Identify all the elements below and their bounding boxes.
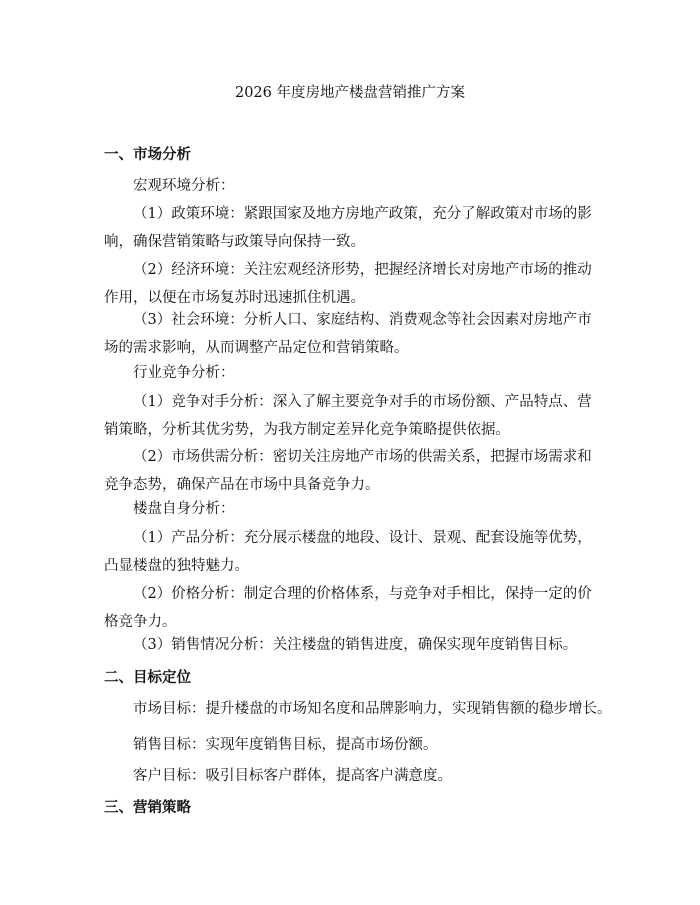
paragraph-industry-1: （1）竞争对手分析：深入了解主要竞争对手的市场份额、产品特点、营销策略，分析其优劣势，为我方制定差异化竞争策略提供依据。 bbox=[104, 394, 592, 438]
subheading-industry: 行业竞争分析： bbox=[133, 365, 235, 381]
paragraph-macro-2: （2）经济环境：关注宏观经济形势，把握经济增长对房地产市场的推动作用，以便在市场复苏时迅速抓住机遇。 bbox=[104, 262, 592, 306]
section-heading-strategy: 三、营销策略 bbox=[104, 800, 191, 816]
paragraph-macro-1: （1）政策环境：紧跟国家及地方房地产政策，充分了解政策对市场的影响，确保营销策略与政策导向保持一致。 bbox=[104, 206, 592, 250]
paragraph-self-1: （1）产品分析：充分展示楼盘的地段、设计、景观、配套设施等优势，凸显楼盘的独特魅力。 bbox=[104, 530, 592, 574]
target-sales: 销售目标：实现年度销售目标，提高市场份额。 bbox=[133, 737, 438, 753]
paragraph-self-2: （2）价格分析：制定合理的价格体系，与竞争对手相比，保持一定的价格竞争力。 bbox=[104, 586, 592, 630]
subheading-self: 楼盘自身分析： bbox=[133, 501, 235, 517]
section-heading-target: 二、目标定位 bbox=[104, 670, 191, 686]
target-market: 市场目标：提升楼盘的市场知名度和品牌影响力，实现销售额的稳步增长。 bbox=[133, 701, 612, 717]
section-heading-market-analysis: 一、市场分析 bbox=[104, 147, 191, 163]
subheading-macro: 宏观环境分析： bbox=[133, 178, 235, 194]
paragraph-macro-3: （3）社会环境：分析人口、家庭结构、消费观念等社会因素对房地产市场的需求影响，从而调整产品定位和营销策略。 bbox=[104, 312, 592, 356]
paragraph-industry-2: （2）市场供需分析：密切关注房地产市场的供需关系，把握市场需求和竞争态势，确保产品在市场中具备竞争力。 bbox=[104, 449, 592, 493]
document-title: 2026 年度房地产楼盘营销推广方案 bbox=[234, 85, 465, 101]
paragraph-self-3: （3）销售情况分析：关注楼盘的销售进度，确保实现年度销售目标。 bbox=[133, 637, 578, 653]
target-customer: 客户目标：吸引目标客户群体，提高客户满意度。 bbox=[133, 768, 452, 784]
